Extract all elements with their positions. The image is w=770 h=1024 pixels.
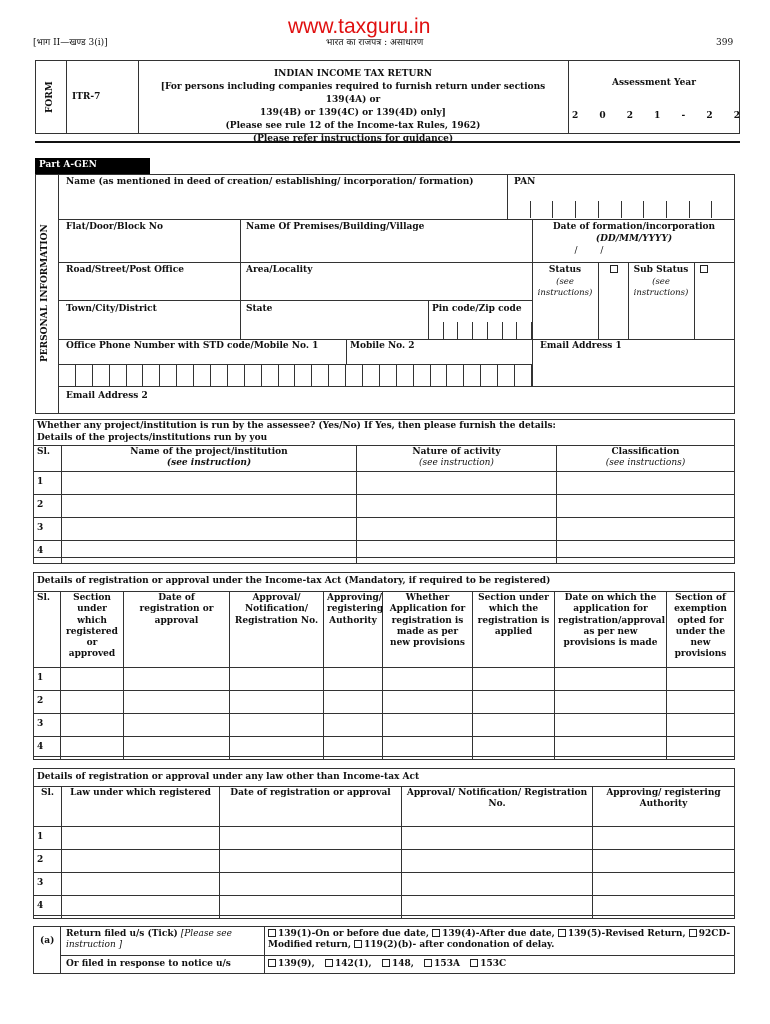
page-number: 399 <box>716 38 734 48</box>
state-label: State <box>246 304 273 314</box>
pin-label: Pin code/Zip code <box>432 304 522 314</box>
notice-label: Or filed in response to notice u/s <box>66 959 231 969</box>
projects-header-sl: Sl. <box>34 446 62 472</box>
pin-input[interactable] <box>428 322 532 339</box>
projects-header-activity: Nature of activity (see instruction) <box>357 446 557 472</box>
status-instr: (see instructions) <box>537 277 593 298</box>
projects-header-name: Name of the project/institution (see instruction) <box>62 446 357 472</box>
table-row: 3 <box>34 517 735 540</box>
substatus-instr: (see instructions) <box>633 277 689 298</box>
table-row: 3 <box>34 714 735 737</box>
table-row: 1 <box>34 668 735 691</box>
option-119-checkbox[interactable] <box>354 940 362 948</box>
table-row: 4 <box>34 737 735 760</box>
email1-label: Email Address 1 <box>540 341 622 351</box>
town-label: Town/City/District <box>66 304 157 314</box>
table-row: 4 <box>34 540 735 563</box>
notice-153c-checkbox[interactable] <box>470 959 478 967</box>
table-row: 2 <box>34 494 735 517</box>
form-code: ITR-7 <box>72 92 101 102</box>
flat-label: Flat/Door/Block No <box>66 222 164 232</box>
option-139-4-checkbox[interactable] <box>432 929 440 937</box>
table-row: 3 <box>34 873 735 896</box>
road-label: Road/Street/Post Office <box>66 265 184 275</box>
projects-header-class: Classification (see instructions) <box>557 446 735 472</box>
reg-other-title: Details of registration or approval under any law other than Income-tax Act <box>37 772 420 782</box>
notice-153a-checkbox[interactable] <box>424 959 432 967</box>
pan-label: PAN <box>514 177 536 187</box>
table-row: 1 <box>34 827 735 850</box>
substatus-checkbox[interactable] <box>700 265 708 273</box>
header-center: भारत का राजपत्र : असाधारण <box>326 38 424 48</box>
form-title: INDIAN INCOME TAX RETURN [For persons including companies required to furnish return under sections 139(4A) or 139(4B) or 139(4C) or 139(4D) only] (Please see rule 12 of the Income-tax Rules, 1962) (Please refer instructions for guidance) <box>160 69 546 144</box>
assessment-year-label: Assessment Year <box>611 78 696 88</box>
pan-input[interactable] <box>507 201 735 218</box>
dof-input[interactable]: / / <box>574 246 614 256</box>
personal-info-side-label: PERSONAL INFORMATION <box>40 224 50 362</box>
phone-mobile-input[interactable] <box>58 364 532 386</box>
table-row: 2 <box>34 850 735 873</box>
premises-label: Name Of Premises/Building/Village <box>246 222 425 232</box>
return-filed-instr: [Please see instruction ] <box>66 929 232 951</box>
mobile2-label: Mobile No. 2 <box>350 341 415 351</box>
option-139-5-checkbox[interactable] <box>558 929 566 937</box>
table-row: 1 <box>34 471 735 494</box>
projects-question: Whether any project/institution is run by the assessee? (Yes/No) If Yes, then please furnish the details: <box>37 421 556 431</box>
table-row: 4 <box>34 896 735 919</box>
projects-table <box>33 445 735 564</box>
dof-format: (DD/MM/YYYY) <box>595 234 673 244</box>
area-label: Area/Locality <box>246 265 313 275</box>
part-a-heading: Part A-GEN <box>35 158 150 174</box>
return-label-a: (a) <box>40 936 55 946</box>
form-side-label: FORM <box>45 81 55 113</box>
header-left: [भाग II—खण्ड 3(i)] <box>33 38 108 48</box>
watermark: www.taxguru.in <box>288 15 431 38</box>
projects-sub: Details of the projects/institutions run by you <box>37 433 268 443</box>
notice-139-9-checkbox[interactable] <box>268 959 276 967</box>
option-139-1-checkbox[interactable] <box>268 929 276 937</box>
phone-label: Office Phone Number with STD code/Mobile No. 1 <box>66 341 319 351</box>
reg-it-table: Sl. Section under which registered or approved Date of registration or approval Approval/ Notification/ Registration No. Approving/ registering Authority Whether Application for registration is made as per new provisions Section under which the registration is applied Date on which the application for registration/approval as per new provisions is made Section of exemption opted for under the new provisions 1 2 3 4 <box>33 591 735 760</box>
option-92cd-checkbox[interactable] <box>689 929 697 937</box>
notice-148-checkbox[interactable] <box>382 959 390 967</box>
name-label: Name (as mentioned in deed of creation/ establishing/ incorporation/ formation) <box>66 177 474 187</box>
email2-label: Email Address 2 <box>66 391 148 401</box>
notice-142-1-checkbox[interactable] <box>325 959 333 967</box>
assessment-year-digits: 2 0 2 1 - 2 2 <box>572 111 740 121</box>
dof-label: Date of formation/incorporation <box>552 222 716 232</box>
return-filed-label: Return filed u/s (Tick) <box>66 929 178 939</box>
substatus-label: Sub Status <box>633 265 689 275</box>
table-row: 2 <box>34 691 735 714</box>
reg-it-title: Details of registration or approval under the Income-tax Act (Mandatory, if required to be registered) <box>37 576 551 586</box>
reg-other-table: Sl. Law under which registered Date of registration or approval Approval/ Notification/ Registration No. Approving/ registering Authority 1 2 3 4 <box>33 786 735 919</box>
status-label: Status <box>548 265 582 275</box>
status-checkbox[interactable] <box>610 265 618 273</box>
